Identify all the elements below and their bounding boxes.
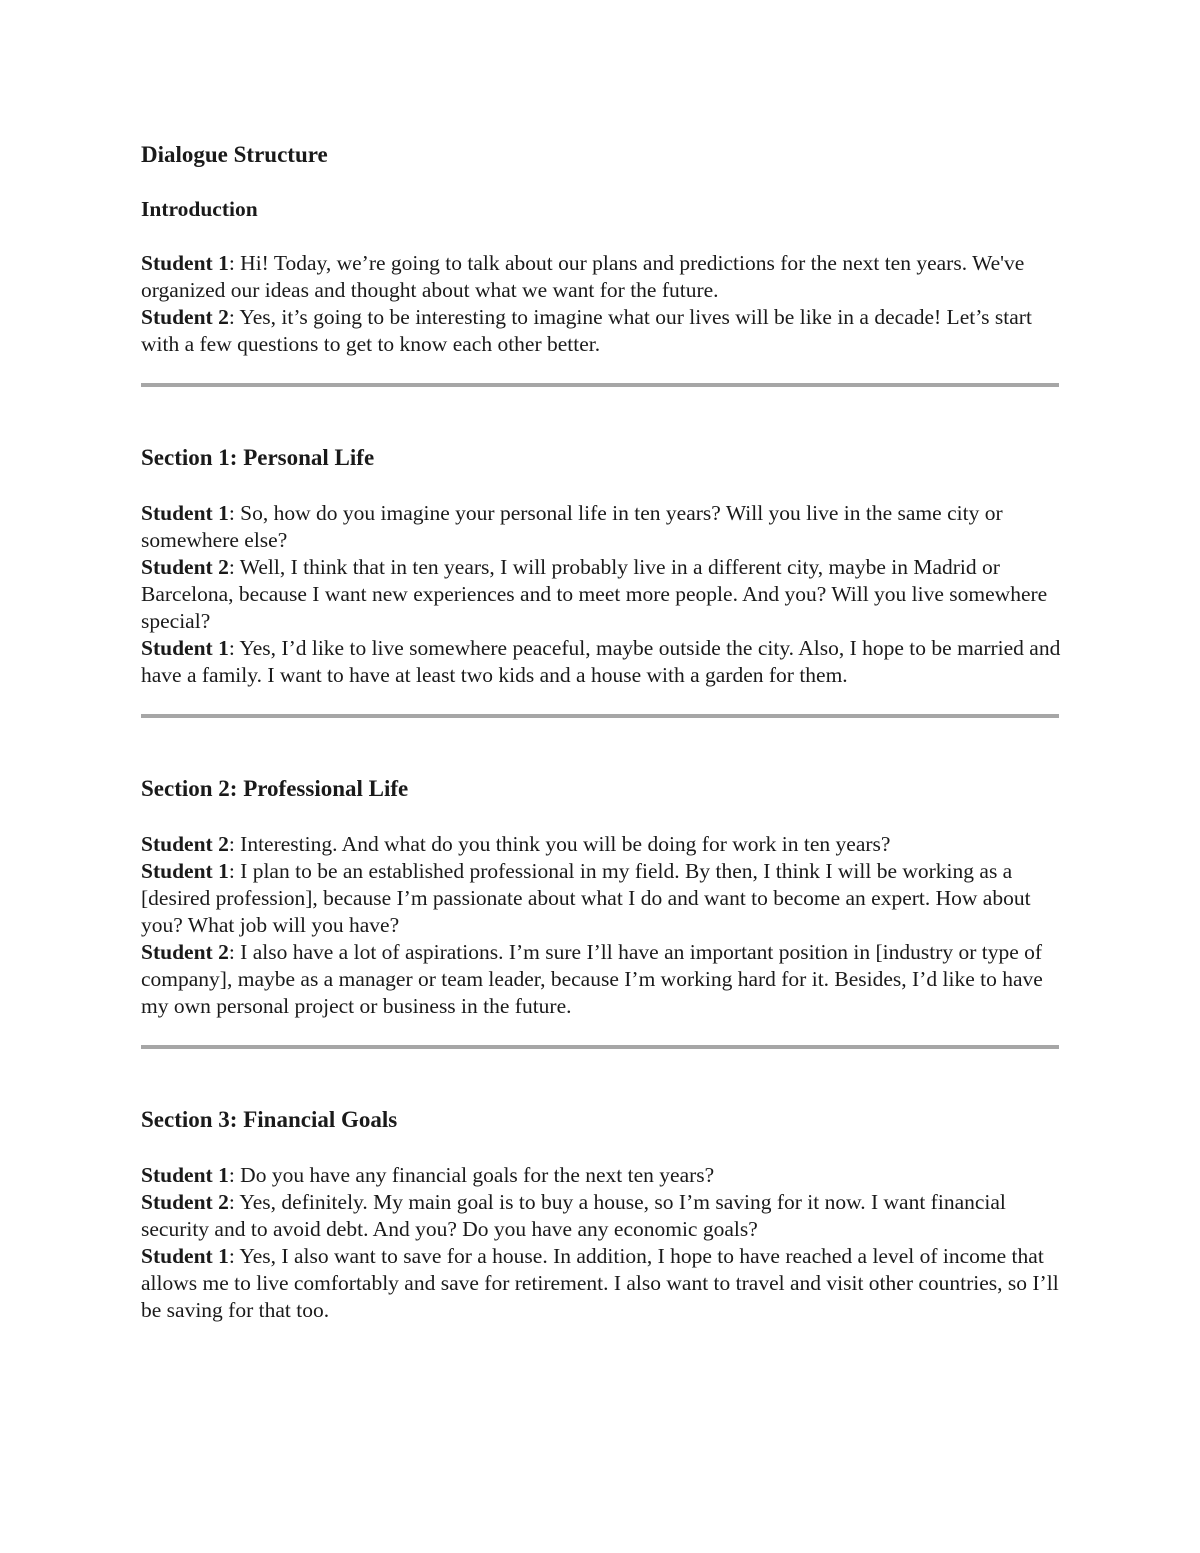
speaker-label: Student 1 xyxy=(141,251,229,275)
turn-text: : Yes, it’s going to be interesting to imagine what our lives will be like in a decade! Let’s start with a few questions to get to know each other better. xyxy=(141,305,1032,356)
introduction-section xyxy=(141,196,1061,358)
speaker-label: Student 2 xyxy=(141,1190,229,1214)
spacer xyxy=(141,804,1061,831)
spacer xyxy=(141,689,1061,714)
introduction-heading: Introduction xyxy=(141,197,258,221)
spacer xyxy=(141,387,1061,443)
dialogue-turn xyxy=(141,250,1061,304)
dialogue-turn xyxy=(141,1243,1061,1324)
turn-text: : I also have a lot of aspirations. I’m sure I’ll have an important position in [industry or type of company], maybe as a manager or team leader, because I’m working hard for it. Besides, I’d like to have my own personal project or business in the future. xyxy=(141,940,1043,1018)
turn-text: : Do you have any financial goals for the next ten years? xyxy=(228,1163,715,1187)
speaker-label: Student 2 xyxy=(141,555,229,579)
spacer xyxy=(141,358,1061,383)
speaker-label: Student 1 xyxy=(141,636,229,660)
dialogue-turn xyxy=(141,858,1061,939)
section-title: Section 1: Personal Life xyxy=(141,445,375,470)
document-title: Dialogue Structure xyxy=(141,142,328,167)
spacer xyxy=(141,170,1061,196)
section-personal-life xyxy=(141,443,1061,689)
turn-text: : I plan to be an established professional in my field. By then, I think I will be working as a [desired profession], because I’m passionate about what I do and want to become an expert. How about you? What job will you have? xyxy=(141,859,1031,937)
spacer xyxy=(141,473,1061,500)
dialogue-turn xyxy=(141,500,1061,554)
section-title: Section 3: Financial Goals xyxy=(141,1107,398,1132)
speaker-label: Student 2 xyxy=(141,832,229,856)
spacer xyxy=(141,1135,1061,1162)
dialogue-turn xyxy=(141,831,1061,858)
turn-text: : Yes, I’d like to live somewhere peaceful, maybe outside the city. Also, I hope to be married and have a family. I want to have at least two kids and a house with a garden for them. xyxy=(141,636,1061,687)
turn-text: : Yes, I also want to save for a house. In addition, I hope to have reached a level of income that allows me to live comfortably and save for retirement. I also want to travel and visit other countries, so I’ll be saving for that too. xyxy=(141,1244,1059,1322)
dialogue-turn xyxy=(141,635,1061,689)
spacer xyxy=(141,1020,1061,1045)
speaker-label: Student 1 xyxy=(141,501,229,525)
spacer xyxy=(141,223,1061,250)
dialogue-turn xyxy=(141,1189,1061,1243)
section-professional-life xyxy=(141,774,1061,1020)
speaker-label: Student 1 xyxy=(141,859,229,883)
speaker-label: Student 1 xyxy=(141,1244,229,1268)
dialogue-turn xyxy=(141,1162,1061,1189)
turn-text: : Interesting. And what do you think you will be doing for work in ten years? xyxy=(228,832,891,856)
turn-text: : So, how do you imagine your personal life in ten years? Will you live in the same city or somewhere else? xyxy=(141,501,1003,552)
spacer xyxy=(141,1049,1061,1105)
section-financial-goals xyxy=(141,1105,1061,1324)
speaker-label: Student 2 xyxy=(141,940,229,964)
speaker-label: Student 1 xyxy=(141,1163,229,1187)
speaker-label: Student 2 xyxy=(141,305,229,329)
dialogue-turn xyxy=(141,304,1061,358)
dialogue-turn xyxy=(141,939,1061,1020)
document-page xyxy=(141,140,1061,1324)
section-title: Section 2: Professional Life xyxy=(141,776,409,801)
dialogue-turn xyxy=(141,554,1061,635)
turn-text: : Yes, definitely. My main goal is to buy a house, so I’m saving for it now. I want financial security and to avoid debt. And you? Do you have any economic goals? xyxy=(141,1190,1006,1241)
turn-text: : Well, I think that in ten years, I will probably live in a different city, maybe in Madrid or Barcelona, because I want new experiences and to meet more people. And you? Will you live somewhere special? xyxy=(141,555,1048,633)
spacer xyxy=(141,718,1061,774)
turn-text: : Hi! Today, we’re going to talk about our plans and predictions for the next ten years. We've organized our ideas and thought about what we want for the future. xyxy=(141,251,1025,302)
